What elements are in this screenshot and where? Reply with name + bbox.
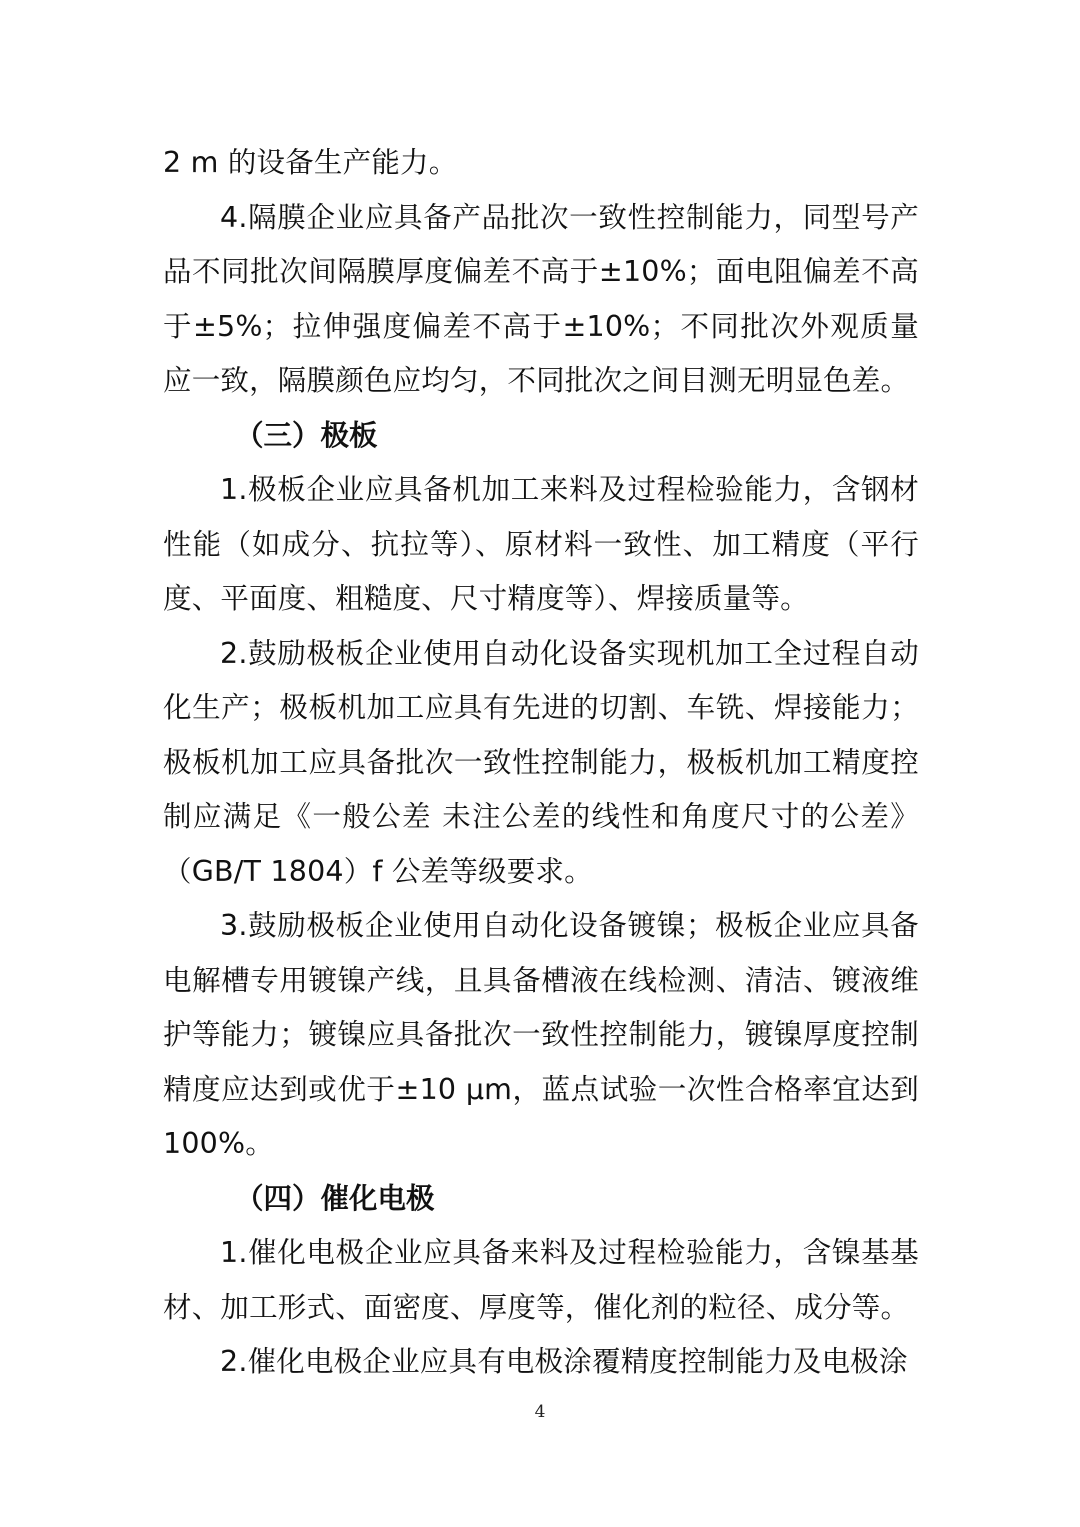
paragraph-plates-nickel-plating: 3.鼓励极板企业使用自动化设备镀镍；极板企业应具备电解槽专用镀镍产线，且具备槽液在线检测、清洁、镀液维护等能力；镀镍应具备批次一致性控制能力，镀镍厚度控制精度应达到或优于±10 μm，蓝点试验一次性合格率宜达到100%。 bbox=[163, 909, 919, 1160]
paragraph-electrode-coating: 2.催化电极企业应具有电极涂覆精度控制能力及电极涂 bbox=[220, 1345, 908, 1378]
paragraph-plates-machining: 2.鼓励极板企业使用自动化设备实现机加工全过程自动化生产；极板机加工应具有先进的切割、车铣、焊接能力；极板机加工应具备批次一致性控制能力，极板机加工精度控制应满足《一般公差 未注公差的线性和角度尺寸的公差》（GB/T 1804）f 公差等级要求。 bbox=[163, 636, 919, 888]
paragraph-electrode-inspection: 1.催化电极企业应具备来料及过程检验能力，含镍基基材、加工形式、面密度、厚度等，催化剂的粒径、成分等。 bbox=[163, 1236, 919, 1324]
section-heading-plates: （三）极板 bbox=[235, 418, 378, 452]
paragraph-plates-inspection: 1.极板企业应具备机加工来料及过程检验能力，含钢材性能（如成分、抗拉等）、原材料一致性、加工精度（平行度、平面度、粗糙度、尺寸精度等）、焊接质量等。 bbox=[163, 473, 919, 615]
paragraph-continuation: 2 m 的设备生产能力。 bbox=[163, 146, 458, 179]
document-body bbox=[163, 136, 919, 1390]
paragraph-separator-consistency: 4.隔膜企业应具备产品批次一致性控制能力，同型号产品不同批次间隔膜厚度偏差不高于±10%；面电阻偏差不高于±5%；拉伸强度偏差不高于±10%；不同批次外观质量应一致，隔膜颜色应均匀，不同批次之间目测无明显色差。 bbox=[163, 200, 919, 397]
section-heading-catalytic-electrode: （四）催化电极 bbox=[235, 1181, 435, 1215]
page-number: 4 bbox=[534, 1402, 546, 1422]
